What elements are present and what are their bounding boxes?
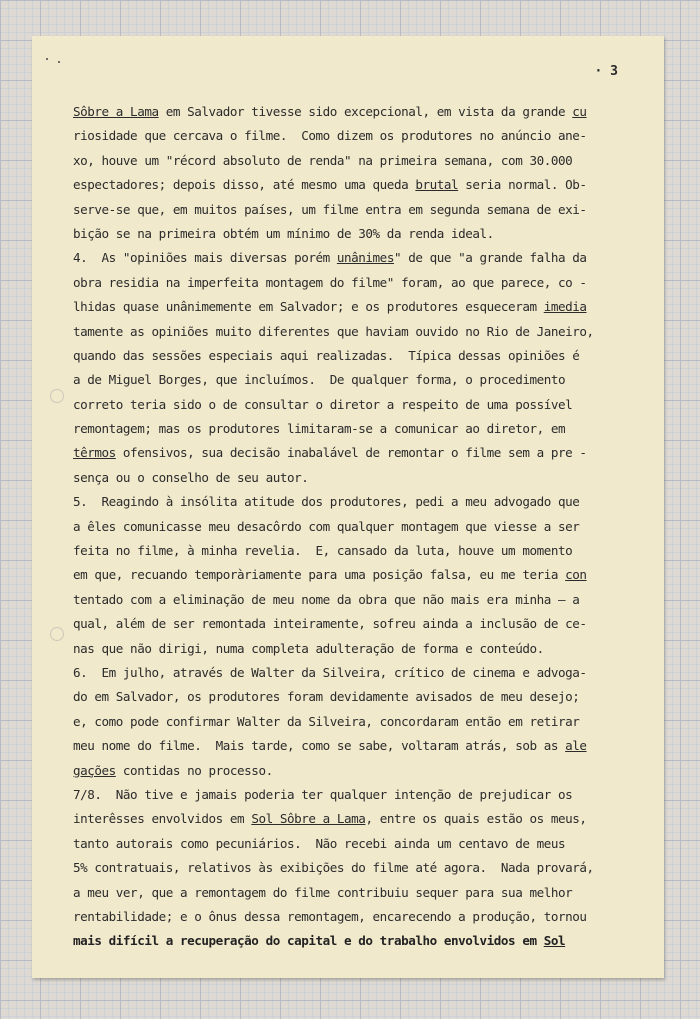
line-text: sença ou o conselho de seu autor. [73, 469, 309, 485]
line-text: serve-se que, em muitos países, um filme entra em segunda semana de exi- [73, 201, 587, 217]
text-line [73, 100, 638, 124]
underlined-text: têrmos [73, 445, 116, 461]
letter-body [73, 100, 638, 954]
text-line [73, 441, 638, 465]
line-text: obra residia na imperfeita montagem do filme" foram, ao que parece, co - [73, 274, 587, 290]
text-line [73, 320, 638, 344]
line-text: mais difícil a recuperação do capital e do trabalho envolvidos em [73, 933, 544, 949]
text-line [73, 563, 638, 587]
text-line [73, 344, 638, 368]
text-line [73, 661, 638, 685]
text-line [73, 368, 638, 392]
line-text: 7/8. Não tive e jamais poderia ter qualquer intenção de prejudicar os [73, 786, 573, 802]
line-text: correto teria sido o de consultar o diretor a respeito de uma possível [73, 396, 573, 412]
line-text: tentado com a eliminação de meu nome da obra que não mais era minha — a [73, 591, 580, 607]
line-text: tanto autorais como pecuniários. Não recebi ainda um centavo de meus [73, 835, 566, 851]
punch-hole-mark [50, 627, 64, 641]
line-text: rentabilidade; e o ônus dessa remontagem, encarecendo a produção, tornou [73, 908, 587, 924]
line-text: 4. As "opiniões mais diversas porém [73, 250, 337, 266]
page-number: · 3 [594, 64, 618, 79]
text-line [73, 271, 638, 295]
underlined-text: brutal [415, 177, 459, 193]
text-line [73, 124, 638, 148]
text-line [73, 466, 638, 490]
typewritten-page [32, 36, 664, 978]
text-line [73, 612, 638, 636]
text-line [73, 149, 638, 173]
text-line [73, 588, 638, 612]
line-text: interêsses envolvidos em [73, 811, 252, 827]
line-text: espectadores; depois disso, até mesmo uma queda [73, 177, 416, 193]
line-text: 5% contratuais, relativos às exibições do filme até agora. Nada provará, [73, 860, 594, 876]
text-line [73, 173, 638, 197]
line-text: quando das sessões especiais aqui realizadas. Típica dessas opiniões é [73, 347, 580, 363]
text-line [73, 905, 638, 929]
ink-speck [46, 58, 48, 60]
line-text: e, como pode confirmar Walter da Silveira, concordaram então em retirar [73, 713, 580, 729]
text-line [73, 710, 638, 734]
line-text: remontagem; mas os produtores limitaram-se a comunicar ao diretor, em [73, 421, 566, 437]
text-line [73, 759, 638, 783]
line-text: em Salvador tivesse sido excepcional, em vista da grande [158, 104, 573, 119]
line-text: qual, além de ser remontada inteiramente, sofreu ainda a inclusão de ce- [73, 616, 587, 632]
text-line [73, 393, 638, 417]
text-line [73, 637, 638, 661]
underlined-text: unânimes [336, 250, 394, 266]
underlined-text: cu [572, 104, 587, 119]
line-text: em que, recuando temporàriamente para uma posição falsa, eu me teria [73, 567, 566, 583]
text-line [73, 417, 638, 441]
line-text: xo, houve um "récord absoluto de renda" na primeira semana, com 30.000 [73, 152, 573, 168]
text-line [73, 222, 638, 246]
line-text: meu nome do filme. Mais tarde, como se sabe, voltaram atrás, sob as [73, 738, 566, 754]
text-line [73, 198, 638, 222]
text-line [73, 515, 638, 539]
ink-speck [58, 61, 60, 63]
text-line [73, 783, 638, 807]
text-line [73, 832, 638, 856]
text-line [73, 490, 638, 514]
line-text: 5. Reagindo à insólita atitude dos produtores, pedi a meu advogado que [73, 494, 580, 510]
text-line [73, 807, 638, 831]
line-text: ofensivos, sua decisão inabalável de remontar o filme sem a pre - [115, 445, 587, 461]
text-line [73, 734, 638, 758]
text-line [73, 295, 638, 319]
line-text: a meu ver, que a remontagem do filme contribuiu sequer para sua melhor [73, 884, 573, 900]
underlined-text: con [565, 567, 587, 583]
text-line [73, 856, 638, 880]
text-line [73, 539, 638, 563]
line-text: bição se na primeira obtém um mínimo de 30% da renda ideal. [73, 225, 494, 241]
line-text: riosidade que cercava o filme. Como dizem os produtores no anúncio ane- [73, 128, 587, 144]
text-line [73, 685, 638, 709]
text-line [73, 929, 638, 953]
line-text: 6. Em julho, através de Walter da Silveira, crítico de cinema e advoga- [73, 664, 587, 680]
underlined-text: Sol [543, 933, 566, 949]
line-text: tamente as opiniões muito diferentes que haviam ouvido no Rio de Janeiro, [73, 323, 594, 339]
underlined-text: ale [565, 738, 587, 754]
underlined-text: gações [73, 762, 116, 778]
line-text: seria normal. Ob- [458, 177, 587, 193]
punch-hole-mark [50, 389, 64, 403]
line-text: , entre os quais estão os meus, [365, 811, 587, 827]
line-text: " de que "a grande falha da [393, 250, 587, 266]
line-text: a êles comunicasse meu desacôrdo com qualquer montagem que viesse a ser [73, 518, 580, 534]
line-text: a de Miguel Borges, que incluímos. De qualquer forma, o procedimento [73, 372, 566, 388]
page-number-value: 3 [610, 64, 618, 79]
text-line [73, 881, 638, 905]
line-text: nas que não dirigi, numa completa adulteração de forma e conteúdo. [73, 640, 544, 656]
line-text: feita no filme, à minha revelia. E, cansado da luta, houve um momento [73, 543, 573, 559]
text-line [73, 246, 638, 270]
underlined-text: imedia [543, 299, 587, 315]
underlined-text: Sôbre a Lama [73, 104, 159, 119]
line-text: lhidas quase unânimemente em Salvador; e os produtores esqueceram [73, 299, 544, 315]
line-text: contidas no processo. [115, 762, 273, 778]
line-text: do em Salvador, os produtores foram devidamente avisados de meu desejo; [73, 689, 580, 705]
underlined-text: Sol Sôbre a Lama [251, 811, 366, 827]
